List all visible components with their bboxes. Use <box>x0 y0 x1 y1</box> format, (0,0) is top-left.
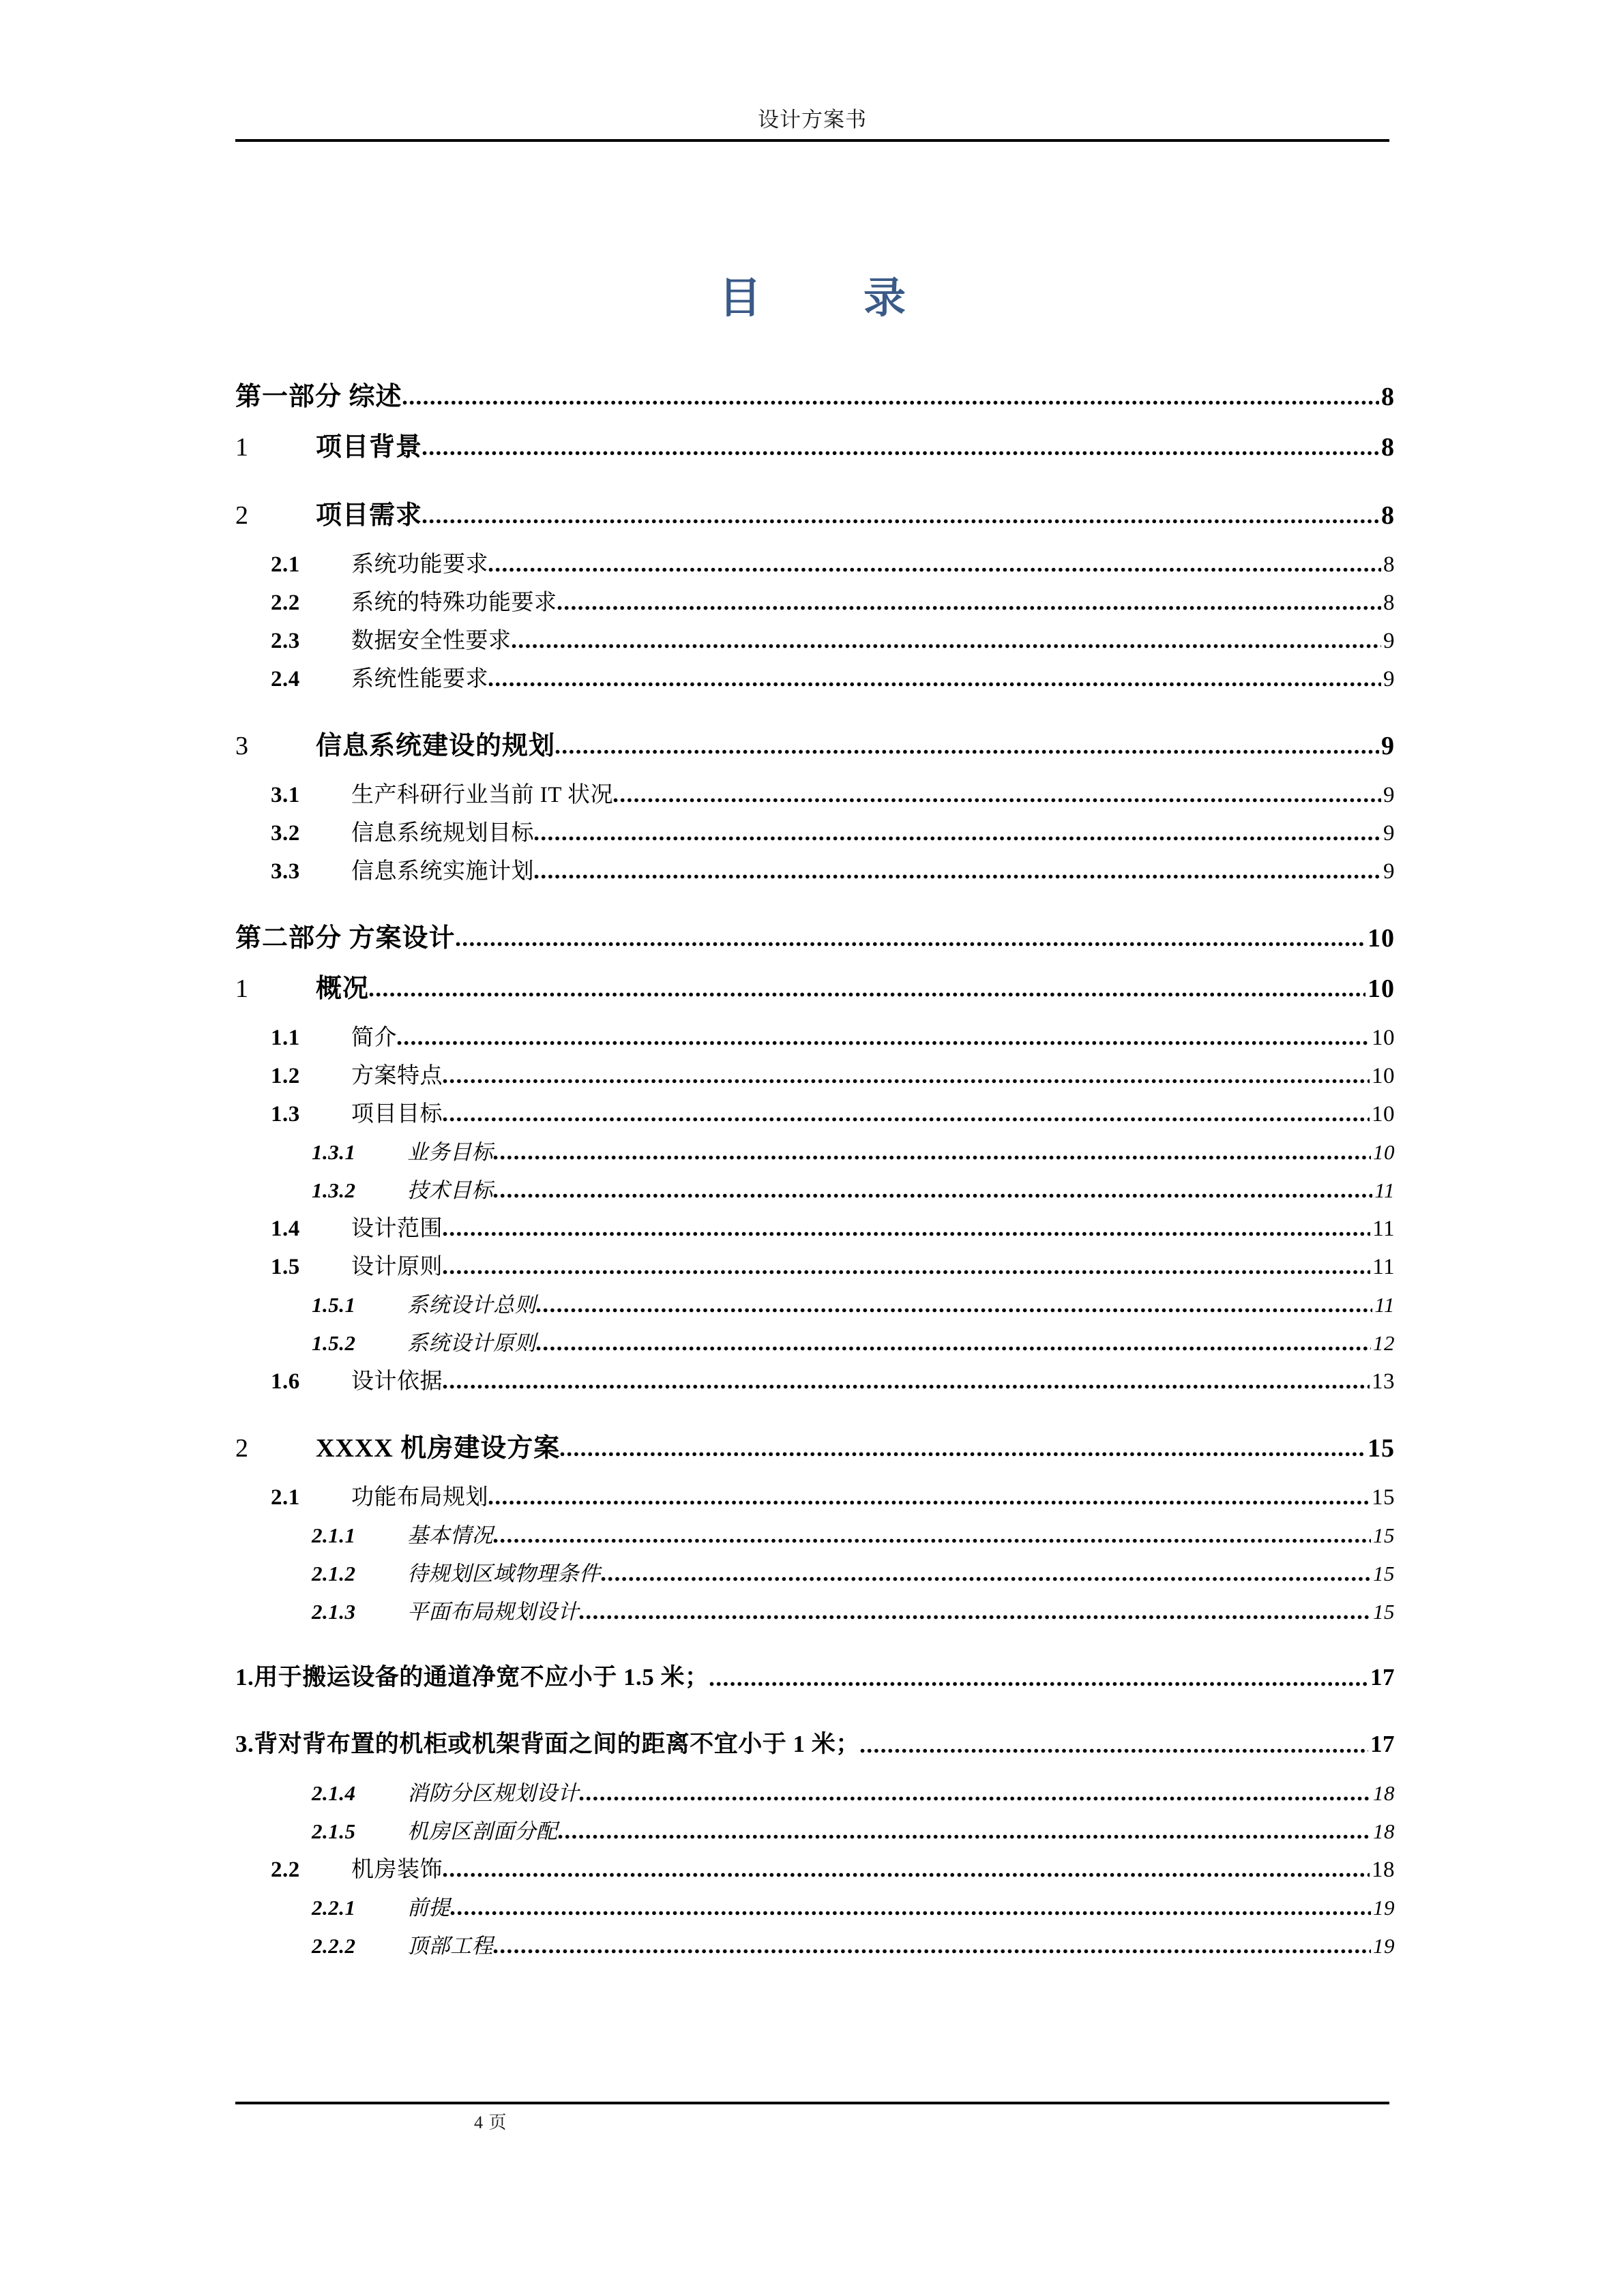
page-title <box>235 271 1389 326</box>
toc-entry[interactable] <box>235 1127 1395 1165</box>
footer-rule <box>235 2102 1389 2104</box>
toc-entry-number: 2 <box>235 501 249 530</box>
toc-entry-label: 待规划区域物理条件 <box>407 1562 601 1585</box>
page-header <box>235 106 1389 142</box>
toc-entry-page-number: 8 <box>1381 383 1395 411</box>
toc-group-spacer <box>235 529 1395 539</box>
toc-leader-dots <box>443 1257 1370 1279</box>
toc-entry-number: 1.3 <box>271 1102 300 1127</box>
toc-leader-dots <box>443 1219 1370 1241</box>
toc-entry-label: 第一部分 综述 <box>235 383 402 411</box>
toc-entry-label: 第二部分 方案设计 <box>235 924 456 953</box>
toc-group-spacer <box>235 1758 1395 1768</box>
toc-entry-page-number: 9 <box>1381 732 1395 760</box>
toc-title-left: 目 <box>718 275 761 322</box>
toc-entry[interactable] <box>235 1548 1395 1586</box>
toc-entry-page-number: 11 <box>1374 1293 1395 1317</box>
toc-entry-page-number: 10 <box>1372 1102 1395 1127</box>
toc-entry[interactable] <box>235 1768 1395 1806</box>
toc-entry[interactable] <box>235 901 1395 952</box>
toc-entry[interactable] <box>235 1088 1395 1127</box>
toc-entry-page-number: 15 <box>1372 1485 1395 1510</box>
toc-entry-page-number: 17 <box>1370 1664 1395 1690</box>
toc-entry-number: 1.5 <box>271 1255 300 1279</box>
toc-leader-dots <box>422 503 1379 529</box>
toc-entry-page-number: 19 <box>1373 1896 1395 1920</box>
toc-entry-label: 系统设计总则 <box>407 1293 536 1317</box>
toc-entry-page-number: 15 <box>1368 1434 1395 1463</box>
toc-entry-page-number: 10 <box>1368 924 1395 953</box>
toc-leader-dots <box>402 385 1379 411</box>
toc-entry-page-number: 8 <box>1381 433 1395 462</box>
toc-leader-dots <box>493 1527 1371 1548</box>
toc-leader-dots <box>488 669 1381 691</box>
toc-entry-label: 顶部工程 <box>407 1934 493 1958</box>
toc-entry-label: 基本情况 <box>407 1523 493 1547</box>
toc-entry-label: 3.背对背布置的机柜或机架背面之间的距离不宜小于 1 米； <box>235 1731 860 1757</box>
toc-entry-label: 数据安全性要求 <box>351 629 512 653</box>
toc-leader-dots <box>488 1487 1370 1510</box>
toc-entry-label: 业务目标 <box>407 1140 493 1164</box>
toc-entry[interactable] <box>235 1586 1395 1624</box>
toc-entry[interactable] <box>235 360 1395 411</box>
toc-entry-label: 技术目标 <box>407 1178 493 1202</box>
toc-leader-dots <box>443 1860 1370 1882</box>
page-number: 4 页 <box>474 2113 507 2132</box>
toc-leader-dots <box>536 1335 1371 1356</box>
toc-entry-number: 2.1.2 <box>312 1562 356 1585</box>
toc-leader-dots <box>369 976 1365 1002</box>
toc-entry[interactable] <box>235 1241 1395 1279</box>
toc-entry-number: 1.3.2 <box>312 1178 356 1202</box>
toc-entry-page-number: 15 <box>1373 1562 1395 1585</box>
toc-entry-page-number: 9 <box>1383 859 1395 884</box>
toc-entry-number: 3 <box>235 732 249 760</box>
toc-group-spacer <box>235 1462 1395 1472</box>
toc-entry-number: 1 <box>235 433 249 462</box>
toc-entry-label: 项目目标 <box>351 1102 443 1127</box>
toc-entry-label: 信息系统实施计划 <box>351 859 534 884</box>
toc-leader-dots <box>422 435 1379 461</box>
toc-entry[interactable] <box>235 539 1395 577</box>
toc-entry-label: 信息系统建设的规划 <box>316 732 556 760</box>
toc-entry[interactable] <box>235 1279 1395 1317</box>
toc-entry[interactable] <box>235 1050 1395 1088</box>
toc-entry[interactable] <box>235 1510 1395 1548</box>
toc-group-spacer <box>235 691 1395 709</box>
toc-entry[interactable] <box>235 769 1395 807</box>
toc-entry-label: 系统功能要求 <box>351 552 488 577</box>
toc-entry-label: 方案特点 <box>351 1064 443 1088</box>
toc-entry-number: 1.3.1 <box>312 1140 356 1164</box>
toc-entry-label: 机房装饰 <box>351 1858 443 1882</box>
toc-entry[interactable] <box>235 1203 1395 1241</box>
toc-entry[interactable] <box>235 479 1395 529</box>
toc-entry-page-number: 15 <box>1373 1600 1395 1624</box>
toc-entry-number: 1.4 <box>271 1217 300 1241</box>
toc-entry[interactable] <box>235 1012 1395 1050</box>
toc-entry-page-number: 10 <box>1368 974 1395 1003</box>
toc-leader-dots <box>450 1899 1371 1920</box>
toc-entry-page-number: 10 <box>1373 1140 1395 1164</box>
toc-entry[interactable] <box>235 846 1395 884</box>
toc-entry-page-number: 9 <box>1383 629 1395 653</box>
toc-group-spacer <box>235 760 1395 769</box>
toc-entry-number: 3.2 <box>271 821 300 846</box>
toc-leader-dots <box>397 1028 1370 1050</box>
toc-entry-page-number: 18 <box>1373 1819 1395 1843</box>
toc-entry-number: 1.6 <box>271 1369 300 1394</box>
toc-leader-dots <box>493 1144 1371 1165</box>
toc-entry-number: 2.2.2 <box>312 1934 356 1958</box>
toc-entry-page-number: 11 <box>1372 1255 1395 1279</box>
toc-entry-page-number: 18 <box>1372 1858 1395 1882</box>
header-rule <box>235 139 1389 142</box>
toc-entry-number: 1.2 <box>271 1064 300 1088</box>
toc-entry[interactable] <box>235 1356 1395 1394</box>
toc-entry[interactable] <box>235 1412 1395 1462</box>
toc-entry-label: 1.用于搬运设备的通道净宽不应小于 1.5 米； <box>235 1664 709 1690</box>
toc-entry-page-number: 18 <box>1373 1781 1395 1805</box>
toc-entry-page-number: 9 <box>1383 783 1395 807</box>
table-of-contents <box>235 360 1395 1958</box>
toc-entry[interactable] <box>235 1634 1395 1691</box>
toc-entry[interactable] <box>235 807 1395 846</box>
toc-entry[interactable] <box>235 577 1395 615</box>
toc-entry-page-number: 12 <box>1373 1331 1395 1355</box>
toc-leader-dots <box>488 554 1381 577</box>
toc-group-spacer <box>235 1624 1395 1634</box>
toc-entry-label: 信息系统规划目标 <box>351 821 534 846</box>
toc-leader-dots <box>709 1667 1368 1691</box>
toc-entry-number: 2.2 <box>271 591 300 615</box>
toc-entry-number: 1 <box>235 974 249 1003</box>
toc-group-spacer <box>235 1394 1395 1412</box>
toc-entry-number: 2.1 <box>271 1485 300 1510</box>
toc-entry-label: 项目背景 <box>316 433 423 462</box>
toc-title-right: 录 <box>863 275 906 322</box>
toc-entry-label: 系统性能要求 <box>351 667 488 691</box>
toc-entry-number: 1.5.1 <box>312 1293 356 1317</box>
toc-entry-label: 前提 <box>407 1896 450 1920</box>
toc-entry-page-number: 13 <box>1372 1369 1395 1394</box>
toc-leader-dots <box>536 1296 1372 1317</box>
toc-entry[interactable] <box>235 1472 1395 1510</box>
toc-entry[interactable] <box>235 1165 1395 1203</box>
toc-entry-label: 生产科研行业当前 IT 状况 <box>351 783 614 807</box>
toc-entry-label: 系统设计原则 <box>407 1331 536 1355</box>
toc-entry-label: 设计依据 <box>351 1369 443 1394</box>
toc-group-spacer <box>235 461 1395 479</box>
toc-entry-page-number: 17 <box>1370 1731 1395 1757</box>
toc-entry-label: 概况 <box>316 974 370 1003</box>
toc-entry-number: 2.4 <box>271 667 300 691</box>
toc-entry[interactable] <box>235 1806 1395 1844</box>
toc-entry[interactable] <box>235 411 1395 461</box>
toc-entry-number: 2.3 <box>271 629 300 653</box>
toc-entry-number: 2.1.4 <box>312 1781 356 1805</box>
toc-entry-page-number: 8 <box>1383 591 1395 615</box>
toc-entry-number: 1.5.2 <box>312 1331 356 1355</box>
toc-entry[interactable] <box>235 1920 1395 1958</box>
toc-entry-label: 机房区剖面分配 <box>407 1819 558 1843</box>
toc-entry-label: 简介 <box>351 1026 397 1050</box>
toc-entry-number: 3.1 <box>271 783 300 807</box>
toc-entry[interactable] <box>235 615 1395 653</box>
toc-leader-dots <box>555 734 1379 760</box>
toc-leader-dots <box>558 1823 1372 1844</box>
toc-leader-dots <box>579 1785 1371 1806</box>
toc-entry-page-number: 8 <box>1381 501 1395 530</box>
toc-entry-label: 项目需求 <box>316 501 423 530</box>
toc-group-spacer <box>235 884 1395 901</box>
toc-group-spacer <box>235 1002 1395 1012</box>
toc-entry-page-number: 10 <box>1372 1064 1395 1088</box>
toc-entry[interactable] <box>235 1882 1395 1920</box>
toc-leader-dots <box>579 1603 1371 1624</box>
toc-leader-dots <box>456 926 1365 952</box>
toc-entry-label: 消防分区规划设计 <box>407 1781 579 1805</box>
toc-entry[interactable] <box>235 709 1395 760</box>
toc-entry[interactable] <box>235 1317 1395 1356</box>
toc-entry-number: 2 <box>235 1434 249 1463</box>
toc-entry-number: 2.2.1 <box>312 1896 356 1920</box>
toc-entry-label: 功能布局规划 <box>351 1485 488 1510</box>
toc-entry-label: 系统的特殊功能要求 <box>351 591 557 615</box>
toc-group-spacer <box>235 1691 1395 1701</box>
toc-entry-number: 2.1.5 <box>312 1819 356 1843</box>
toc-leader-dots <box>443 1066 1370 1088</box>
toc-entry-page-number: 19 <box>1373 1934 1395 1958</box>
toc-entry-label: 设计原则 <box>351 1255 443 1279</box>
toc-leader-dots <box>557 593 1382 615</box>
toc-entry-number: 2.2 <box>271 1858 300 1882</box>
toc-entry-label: 设计范围 <box>351 1217 443 1241</box>
toc-entry-label: XXXX 机房建设方案 <box>316 1434 561 1463</box>
toc-entry-number: 2.1.1 <box>312 1523 356 1547</box>
toc-entry[interactable] <box>235 952 1395 1002</box>
toc-leader-dots <box>534 823 1381 846</box>
toc-entry-page-number: 9 <box>1383 667 1395 691</box>
toc-leader-dots <box>601 1565 1372 1586</box>
toc-entry-page-number: 15 <box>1373 1523 1395 1547</box>
toc-leader-dots <box>493 1182 1372 1203</box>
toc-leader-dots <box>512 631 1382 653</box>
toc-leader-dots <box>443 1371 1370 1394</box>
page-header-title: 设计方案书 <box>758 108 867 132</box>
toc-leader-dots <box>860 1734 1368 1758</box>
toc-entry[interactable] <box>235 1701 1395 1758</box>
toc-entry[interactable] <box>235 1844 1395 1882</box>
toc-entry[interactable] <box>235 653 1395 691</box>
toc-entry-page-number: 10 <box>1372 1026 1395 1050</box>
toc-entry-label: 平面布局规划设计 <box>407 1600 579 1624</box>
toc-entry-page-number: 8 <box>1383 552 1395 577</box>
toc-entry-number: 2.1.3 <box>312 1600 356 1624</box>
toc-leader-dots <box>443 1104 1370 1127</box>
toc-entry-page-number: 9 <box>1383 821 1395 846</box>
page-footer <box>235 2102 1389 2135</box>
toc-leader-dots <box>534 861 1381 884</box>
toc-entry-number: 3.3 <box>271 859 300 884</box>
toc-entry-page-number: 11 <box>1372 1217 1395 1241</box>
toc-leader-dots <box>613 785 1381 807</box>
toc-leader-dots <box>560 1436 1365 1462</box>
toc-entry-page-number: 11 <box>1374 1178 1395 1202</box>
toc-leader-dots <box>493 1937 1371 1958</box>
toc-entry-number: 1.1 <box>271 1026 300 1050</box>
toc-entry-number: 2.1 <box>271 552 300 577</box>
